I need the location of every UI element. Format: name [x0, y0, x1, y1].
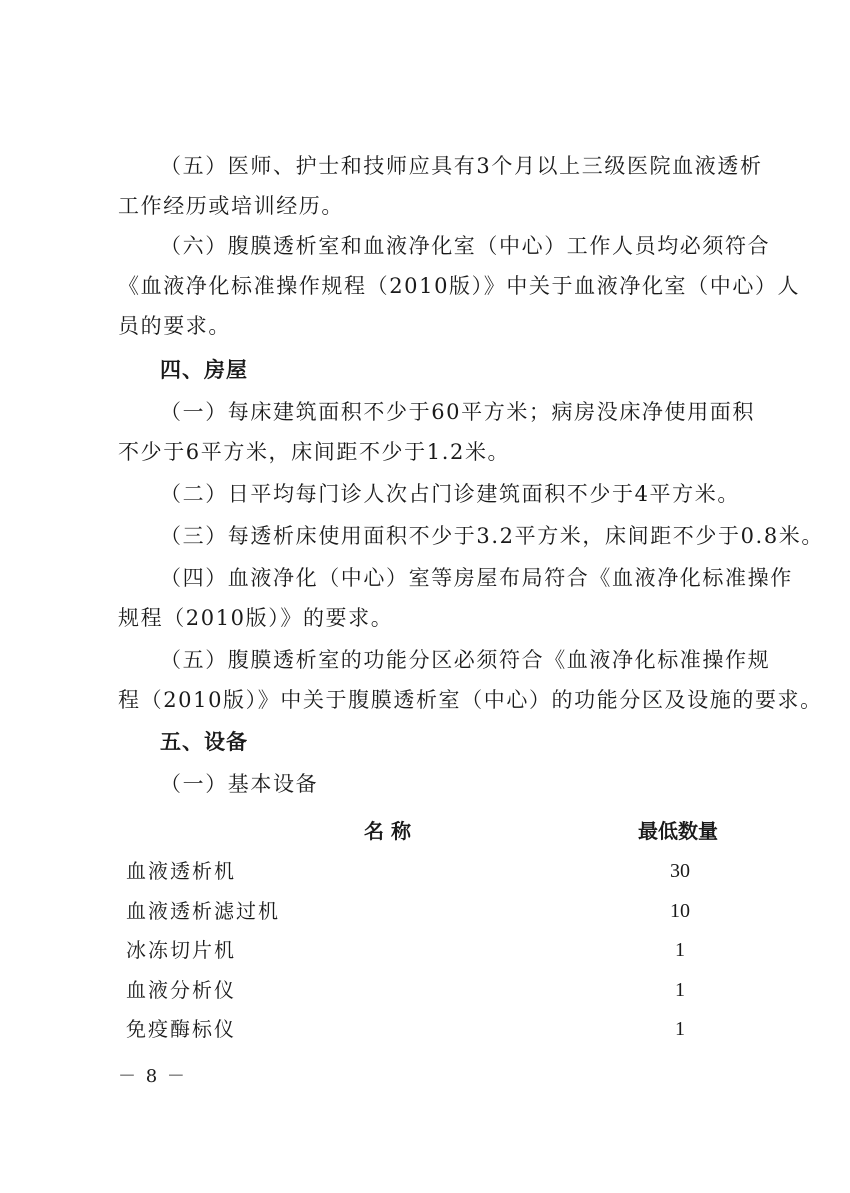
subsection-heading: （一）基本设备	[160, 772, 319, 796]
table-row	[118, 891, 738, 931]
section-heading-housing: 四、房屋	[160, 358, 248, 382]
equipment-name: 血液透析滤过机	[126, 899, 280, 923]
section-heading-equipment: 五、设备	[160, 730, 248, 754]
table-row	[118, 1009, 738, 1049]
equipment-quantity: 1	[675, 979, 685, 1001]
equipment-name: 免疫酶标仪	[126, 1017, 236, 1041]
paragraph-line: （二）日平均每门诊人次占门诊建筑面积不少于4平方米。	[160, 482, 740, 506]
paragraph-line: （五）腹膜透析室的功能分区必须符合《血液净化标准操作规	[160, 648, 771, 672]
equipment-quantity: 1	[675, 1018, 685, 1040]
equipment-quantity: 10	[670, 900, 690, 922]
equipment-name: 冰冻切片机	[126, 938, 236, 962]
paragraph-line: 程（2010版）》中关于腹膜透析室（中心）的功能分区及设施的要求。	[118, 688, 823, 712]
paragraph-line: 《血液净化标准操作规程（2010版）》中关于血液净化室（中心）人	[118, 274, 801, 298]
equipment-quantity: 1	[675, 939, 685, 961]
equipment-name: 血液透析机	[126, 859, 236, 883]
paragraph-line: （五）医师、护士和技师应具有3个月以上三级医院血液透析	[160, 154, 763, 178]
paragraph-line: （一）每床建筑面积不少于60平方米；病房没床净使用面积	[160, 400, 755, 424]
paragraph-line: （三）每透析床使用面积不少于3.2平方米，床间距不少于0.8米。	[160, 524, 824, 548]
paragraph-line: 员的要求。	[118, 314, 231, 338]
paragraph-line: 规程（2010版）》的要求。	[118, 606, 394, 630]
equipment-name: 血液分析仪	[126, 978, 236, 1002]
paragraph-line: （六）腹膜透析室和血液净化室（中心）工作人员均必须符合	[160, 234, 771, 258]
page-number: － 8 －	[118, 1066, 187, 1087]
table-row	[118, 930, 738, 970]
table-header-quantity: 最低数量	[638, 819, 718, 843]
paragraph-line: （四）血液净化（中心）室等房屋布局符合《血液净化标准操作	[160, 566, 793, 590]
table-row	[118, 970, 738, 1010]
table-header-name: 名 称	[364, 819, 411, 843]
table-row	[118, 851, 738, 891]
paragraph-line: 工作经历或培训经历。	[118, 194, 344, 218]
equipment-quantity: 30	[670, 860, 690, 882]
paragraph-line: 不少于6平方米，床间距不少于1.2米。	[118, 440, 511, 464]
